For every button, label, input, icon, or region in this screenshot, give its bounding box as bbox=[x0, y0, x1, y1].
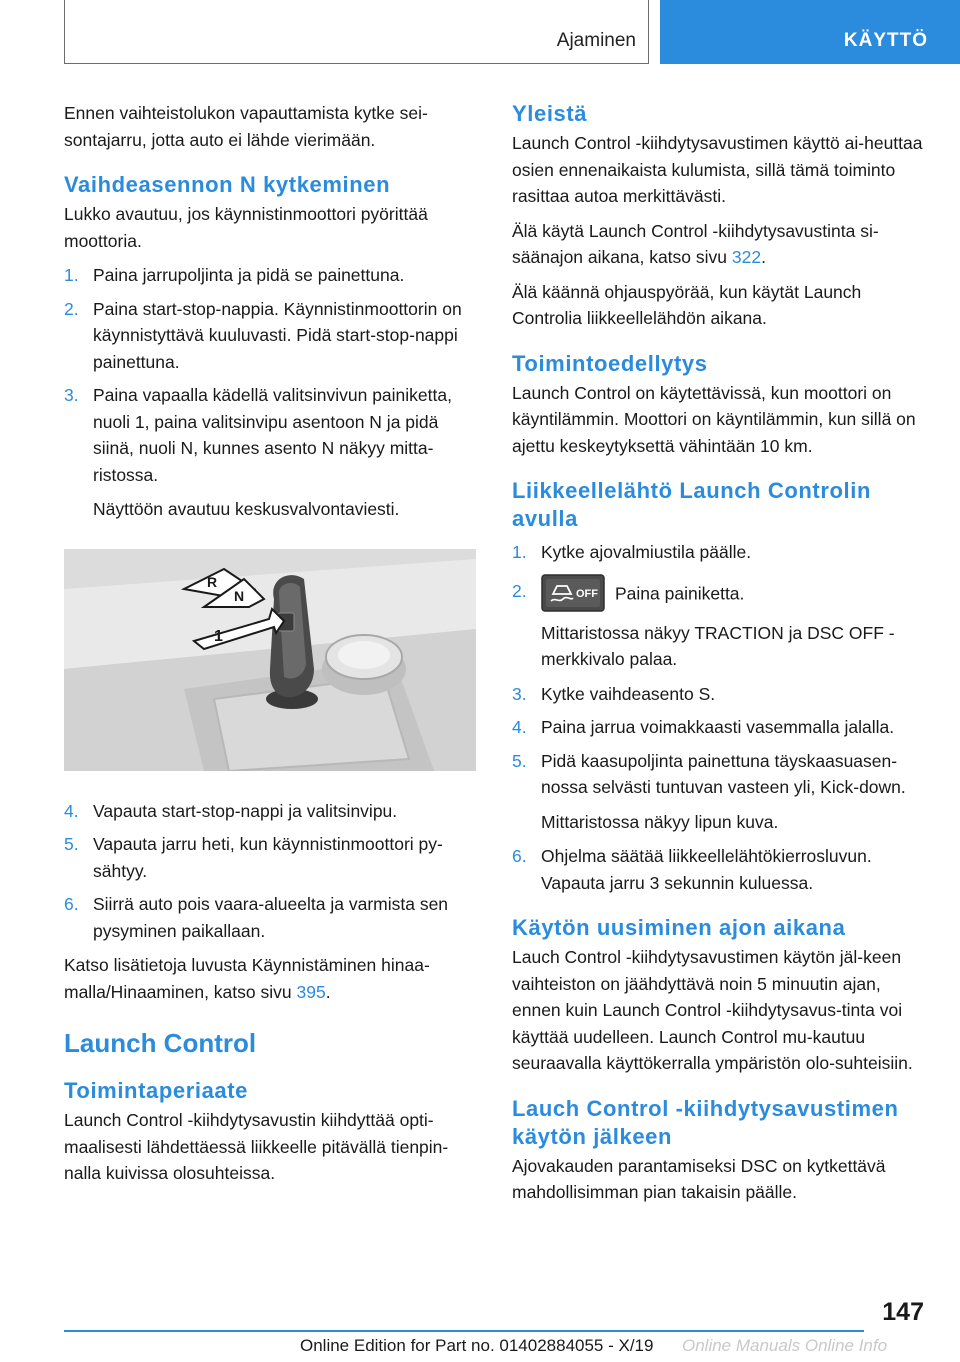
header-section-title: Ajaminen bbox=[556, 30, 636, 51]
step2-note: Mittaristossa näkyy TRACTION ja DSC OFF -merkkivalo palaa. bbox=[541, 622, 895, 669]
step-number: 5. bbox=[64, 834, 79, 854]
step-text: Kytke ajovalmiustila päälle. bbox=[541, 542, 752, 562]
step-text: Paina jarrupoljinta ja pidä se painettuna. bbox=[93, 265, 405, 285]
neutral-text: Lukko avautuu, jos käynnistinmoottori pyörittää moottoria. bbox=[64, 204, 428, 251]
list-item bbox=[512, 714, 930, 741]
list-item bbox=[512, 843, 930, 896]
step-number: 5. bbox=[512, 750, 527, 771]
general-p3: Älä käännä ohjauspyörää, kun käytät Launch Controlia liikkeellelähdön aikana. bbox=[512, 281, 862, 328]
general-p1: Launch Control -kiihdytysavustimen käyttö ai-heuttaa osien ennenaikaista kulumista, sillä tämä toiminto rasittaa autoa merkittävästi. bbox=[512, 133, 923, 206]
list-item bbox=[64, 798, 476, 825]
footer-divider bbox=[64, 1330, 864, 1332]
footer-edition: Online Edition for Part no. 01402884055 - X/19 bbox=[300, 1336, 654, 1355]
step-text: Siirrä auto pois vaara-alueelta ja varmista sen pysyminen paikallaan. bbox=[93, 894, 449, 941]
launch-control-heading: Launch Control bbox=[64, 1028, 257, 1058]
general-p2-text: Älä käytä Launch Control -kiihdytysavustinta si-säänajon aikana, katso sivu bbox=[512, 220, 879, 267]
figure-label-r: R bbox=[207, 573, 218, 590]
neutral-heading: Vaihdeasennon N kytkeminen bbox=[64, 172, 391, 197]
list-item bbox=[64, 891, 476, 944]
page-link-322[interactable]: 322 bbox=[731, 247, 762, 267]
dsc-off-icon bbox=[541, 574, 605, 612]
step-text: Vapauta start-stop-nappi ja valitsinvipu. bbox=[93, 800, 398, 821]
reuse-heading: Käytön uusiminen ajon aikana bbox=[512, 915, 846, 940]
list-item bbox=[64, 382, 476, 488]
step-number: 1. bbox=[64, 265, 79, 285]
step-number: 2. bbox=[512, 580, 527, 601]
dsc-icon-label: OFF bbox=[576, 587, 598, 600]
list-item bbox=[512, 748, 930, 801]
figure-label-1: 1 bbox=[214, 627, 223, 645]
neutral-steps-continued bbox=[64, 798, 476, 945]
list-item bbox=[512, 578, 930, 612]
step-text: Paina vapaalla kädellä valitsinvivun painiketta, nuoli 1, paina valitsinvipu asentoon N ja pidä siinä, nuoli N, kunnes asento N näkyy mitta-ristossa. bbox=[93, 385, 452, 485]
list-item bbox=[64, 262, 476, 289]
step-number: 3. bbox=[512, 683, 527, 704]
header-chapter-label: KÄYTTÖ bbox=[843, 30, 928, 51]
step-text: Pidä kaasupoljinta painettuna täyskaasuasen-nossa selvästi tuntuvan vasteen yli, Kick-down. bbox=[541, 750, 906, 797]
more-info-paragraph bbox=[64, 952, 476, 1005]
after-text: Ajovakauden parantamiseksi DSC on kytkettävä mahdollisimman pian takaisin päälle. bbox=[512, 1155, 886, 1202]
step-number: 6. bbox=[64, 894, 79, 914]
list-item bbox=[64, 831, 476, 884]
left-column bbox=[64, 100, 476, 1195]
step-number: 2. bbox=[64, 298, 79, 319]
general-p2 bbox=[512, 218, 930, 271]
neutral-steps bbox=[64, 262, 476, 488]
header-chapter-tab bbox=[660, 0, 960, 64]
intro-paragraph: Ennen vaihteistolukon vapauttamista kytke sei-sontajarru, jotta auto ei lähde vierimään. bbox=[64, 103, 428, 150]
requirements-text: Launch Control on käytettävissä, kun moottori on käyntilämmin. Moottori on käyntilämmin, kun sillä on ajettu keskeytyksettä vähintään 10 km. bbox=[512, 382, 916, 456]
requirements-heading: Toimintoedellytys bbox=[512, 350, 708, 376]
step5-note: Mittaristossa näkyy lipun kuva. bbox=[541, 811, 779, 832]
step-text: Paina jarrua voimakkaasti vasemmalla jalalla. bbox=[541, 717, 895, 737]
start-steps-continued bbox=[512, 681, 930, 801]
step-number: 3. bbox=[64, 385, 79, 405]
step-text: Kytke vaihdeasento S. bbox=[541, 683, 716, 704]
header-section-box bbox=[64, 0, 649, 64]
reuse-text: Lauch Control -kiihdytysavustimen käytön jäl-keen vaihteiston on jäähdyttävä noin 5 minuutin ajan, ennen kuin Launch Control -kiihdytysavus-tinta voi käyttää uudelleen. Launch Control mu-kautuu seuraavalla käyttökerralla ympäristön olo-suhteisiin. bbox=[512, 947, 913, 1073]
step-text: Paina start-stop-nappia. Käynnistinmoottorin on käynnistyttävä kuuluvasti. Pidä start-stop-nappi painettuna. bbox=[93, 298, 462, 372]
more-info-end: . bbox=[325, 981, 331, 1002]
start-steps-final bbox=[512, 843, 930, 896]
step-number: 4. bbox=[512, 717, 527, 737]
step3-note: Näyttöön avautuu keskusvalvontaviesti. bbox=[93, 499, 400, 519]
start-heading: Liikkeellelähtö Launch Controlin avulla bbox=[512, 478, 872, 531]
figure-label-n: N bbox=[234, 587, 245, 604]
step-number: 4. bbox=[64, 800, 79, 821]
footer-watermark: Online Manuals Online Info bbox=[682, 1336, 888, 1355]
principle-text: Launch Control -kiihdytysavustin kiihdyttää opti-maalisesti lähdettäessä liikkeelle pitävällä tienpin-nalla kuivissa olosuhteissa. bbox=[64, 1110, 449, 1183]
more-info-text: Katso lisätietoja luvusta Käynnistäminen hinaa-malla/Hinaaminen, katso sivu bbox=[64, 955, 430, 1002]
step-number: 6. bbox=[512, 846, 527, 866]
step-text: Paina painiketta. bbox=[615, 583, 745, 604]
step-text: Vapauta jarru heti, kun käynnistinmoottori py-sähtyy. bbox=[93, 834, 443, 881]
step-text: Ohjelma säätää liikkeellelähtökierrosluvun. Vapauta jarru 3 sekunnin kuluessa. bbox=[541, 846, 872, 893]
general-heading: Yleistä bbox=[512, 101, 588, 126]
principle-heading: Toimintaperiaate bbox=[64, 1078, 249, 1103]
page-number: 147 bbox=[882, 1298, 924, 1326]
right-column bbox=[512, 100, 930, 1214]
list-item bbox=[512, 539, 930, 566]
start-steps bbox=[512, 539, 930, 612]
after-heading: Lauch Control -kiihdytysavustimen käytön jälkeen bbox=[512, 1095, 899, 1149]
list-item bbox=[64, 296, 476, 376]
gear-selector-illustration bbox=[64, 549, 476, 771]
page-link-395[interactable]: 395 bbox=[296, 981, 326, 1002]
step-number: 1. bbox=[512, 542, 527, 562]
general-p2-end: . bbox=[761, 247, 766, 267]
list-item bbox=[512, 681, 930, 708]
